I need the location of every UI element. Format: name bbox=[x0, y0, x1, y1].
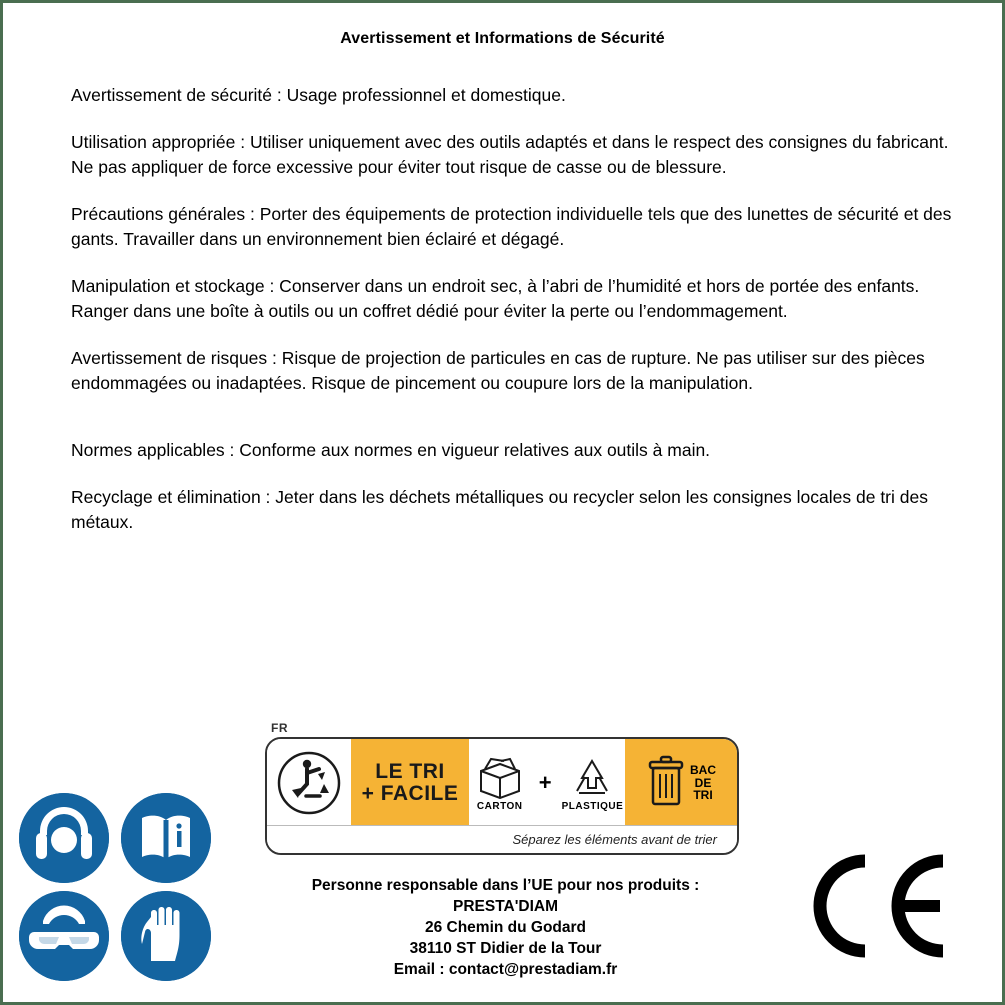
safety-text-body bbox=[71, 83, 961, 557]
tri-plus-sign: + bbox=[538, 770, 552, 795]
waste-bin-icon bbox=[646, 754, 686, 812]
responsible-person-block bbox=[233, 875, 778, 980]
responsible-person-heading: Personne responsable dans l’UE pour nos produits : bbox=[311, 877, 700, 894]
tri-slogan-line1: LE TRI bbox=[375, 759, 445, 783]
tri-material-plastique-label: PLASTIQUE bbox=[561, 800, 624, 812]
hand-protection-icon bbox=[121, 891, 211, 981]
ce-mark-icon bbox=[803, 851, 953, 966]
read-manual-icon bbox=[121, 793, 211, 883]
paragraph-safety-warning: Avertissement de sécurité : Usage professionnel et domestique. bbox=[71, 85, 566, 105]
tri-material-carton bbox=[471, 755, 529, 812]
paragraph-risk-warning: Avertissement de risques : Risque de projection de particules en cas de rupture. Ne pas utiliser sur des pièces endommagées ou inadaptées. Risque de pincement ou coupure lors de la manipulation. bbox=[71, 348, 925, 393]
tri-material-plastique bbox=[562, 755, 624, 812]
tri-label-box bbox=[265, 737, 739, 855]
responsible-person-address-line2: 38110 ST Didier de la Tour bbox=[409, 940, 602, 957]
tri-country-code: FR bbox=[271, 721, 288, 735]
tri-slogan bbox=[351, 739, 469, 827]
tri-bin-line3: TRI bbox=[693, 788, 713, 803]
paragraph-appropriate-use: Utilisation appropriée : Utiliser uniquement avec des outils adaptés et dans le respect des consignes du fabricant. Ne pas appliquer de force excessive pour éviter tout risque de casse ou de blessure. bbox=[71, 132, 949, 177]
responsible-person-email: Email : contact@prestadiam.fr bbox=[393, 961, 618, 978]
responsible-person-address-line1: 26 Chemin du Godard bbox=[424, 919, 587, 936]
paragraph-handling-storage: Manipulation et stockage : Conserver dans un endroit sec, à l’abri de l’humidité et hors de portée des enfants. Ranger dans une boîte à outils ou un coffret dédié pour éviter la perte ou l’endommagement. bbox=[71, 276, 920, 321]
recycling-sorting-label bbox=[265, 721, 745, 855]
paragraph-general-precautions: Précautions générales : Porter des équipements de protection individuelle tels que des lunettes de sécurité et des gants. Travailler dans un environnement bien éclairé et dégagé. bbox=[71, 204, 952, 249]
paragraph-applicable-standards: Normes applicables : Conforme aux normes en vigueur relatives aux outils à main. bbox=[71, 440, 711, 460]
tri-bin-line2: DE bbox=[694, 775, 712, 790]
ear-protection-icon bbox=[19, 793, 109, 883]
tri-bin-line1: BAC bbox=[690, 763, 716, 778]
tri-material-carton-label: CARTON bbox=[476, 800, 523, 812]
carton-box-icon bbox=[471, 755, 529, 799]
page-title: Avertissement et Informations de Sécurité bbox=[340, 30, 665, 47]
tri-bin-block bbox=[625, 739, 737, 827]
paragraph-recycling-disposal: Recyclage et élimination : Jeter dans les déchets métalliques ou recycler selon les consignes locales de tri des métaux. bbox=[71, 487, 928, 532]
responsible-person-company: PRESTA'DIAM bbox=[452, 898, 558, 915]
tri-materials bbox=[469, 739, 625, 827]
triman-icon bbox=[267, 739, 351, 827]
tri-bin-text bbox=[690, 764, 716, 802]
tri-slogan-line2: + FACILE bbox=[361, 782, 459, 805]
eye-protection-icon bbox=[19, 891, 109, 981]
pictogram-group bbox=[19, 793, 224, 989]
tri-footer-note: Séparez les éléments avant de trier bbox=[267, 825, 737, 853]
recycle-triangle-icon bbox=[563, 755, 621, 799]
